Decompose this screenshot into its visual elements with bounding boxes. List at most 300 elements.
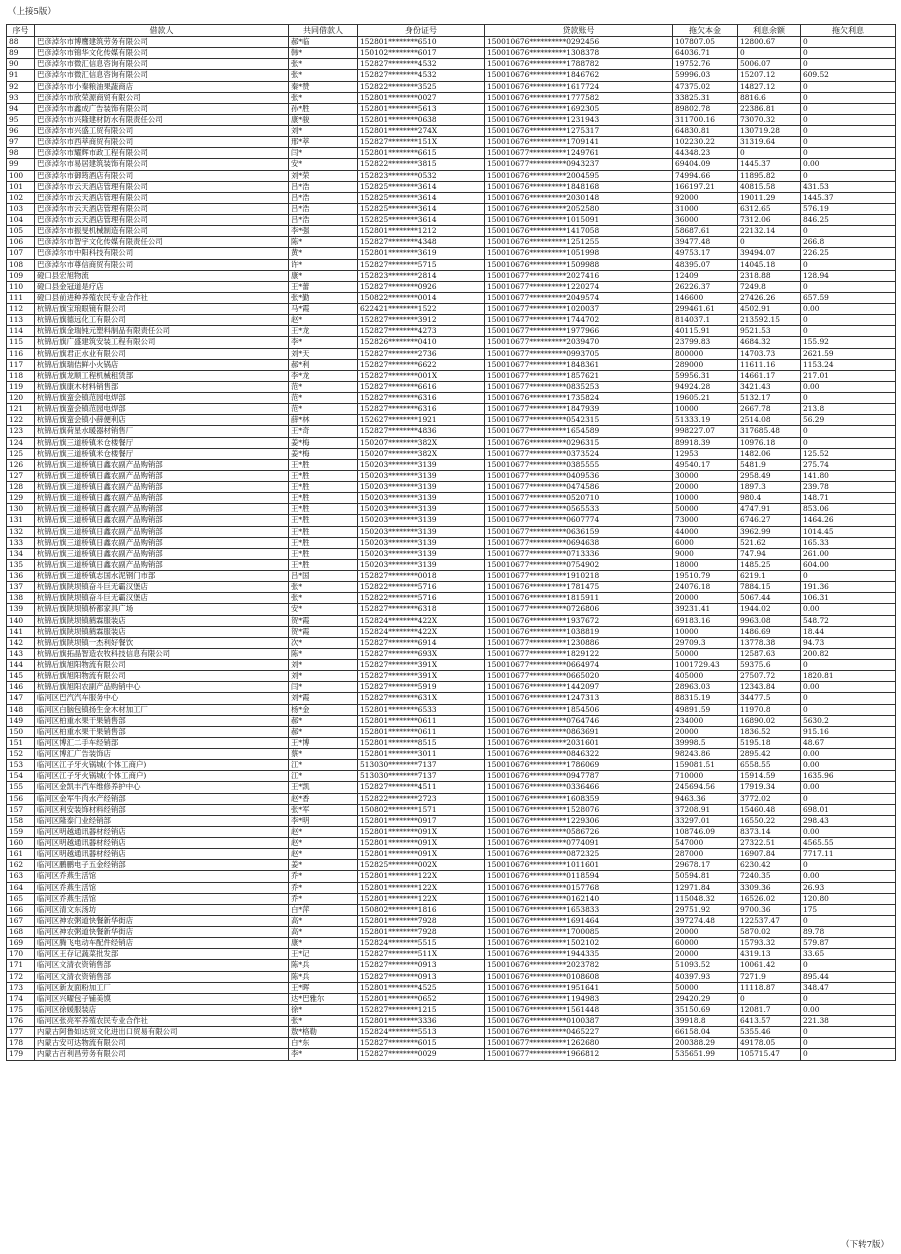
- cell-id-number: 152827********6015: [358, 1038, 485, 1049]
- cell-borrower: 杭锦后旗金瑞钝元塑料制品有限责任公司: [35, 326, 289, 337]
- cell-overdue-principal: 89802.78: [673, 103, 738, 114]
- cell-overdue-interest: 0: [801, 960, 896, 971]
- cell-id-number: 152823********2814: [358, 270, 485, 281]
- cell-interest-balance: 39494.07: [738, 248, 801, 259]
- cell-borrower: 临河区新友面粉加工厂: [35, 982, 289, 993]
- cell-overdue-principal: 59956.31: [673, 370, 738, 381]
- cell-overdue-principal: 10000: [673, 404, 738, 415]
- cell-overdue-interest: 698.01: [801, 804, 896, 815]
- cell-overdue-principal: 69183.16: [673, 615, 738, 626]
- cell-seq: 141: [7, 626, 35, 637]
- table-row: [7, 248, 896, 259]
- cell-borrower: 杭锦后旗拓晶智造农牧科技信息有限公司: [35, 648, 289, 659]
- cell-loan-account: 150010677**********1249761: [485, 148, 673, 159]
- header-interest-balance: 利息余额: [738, 25, 801, 37]
- cell-interest-balance: 2318.88: [738, 270, 801, 281]
- table-row: [7, 715, 896, 726]
- cell-id-number: 152827********0926: [358, 281, 485, 292]
- cell-overdue-principal: 51333.19: [673, 415, 738, 426]
- cell-overdue-interest: 0.00: [801, 682, 896, 693]
- table-row: [7, 760, 896, 771]
- table-header-row: [7, 25, 896, 37]
- table-row: [7, 938, 896, 949]
- cell-id-number: 152801********5613: [358, 103, 485, 114]
- table-row: [7, 515, 896, 526]
- cell-loan-account: 150010676**********1854506: [485, 704, 673, 715]
- cell-co-borrower: 刘*: [289, 126, 358, 137]
- overdue-loans-table: [6, 24, 896, 1061]
- cell-loan-account: 150010676**********1251255: [485, 237, 673, 248]
- cell-overdue-principal: 39918.8: [673, 1016, 738, 1027]
- cell-loan-account: 150010676**********2031601: [485, 737, 673, 748]
- cell-co-borrower: 刘*: [289, 671, 358, 682]
- cell-id-number: 152627********1921: [358, 415, 485, 426]
- cell-loan-account: 150010677**********0726806: [485, 604, 673, 615]
- cell-borrower: 巴彦淖尔市博鹰建筑劳务有限公司: [35, 37, 289, 48]
- cell-overdue-interest: 0: [801, 426, 896, 437]
- cell-co-borrower: 王*胜: [289, 559, 358, 570]
- cell-loan-account: 150010676**********0118594: [485, 871, 673, 882]
- cell-loan-account: 150010676**********1709141: [485, 137, 673, 148]
- cell-seq: 111: [7, 292, 35, 303]
- cell-loan-account: 150010676**********1786069: [485, 760, 673, 771]
- cell-interest-balance: 4747.91: [738, 504, 801, 515]
- cell-overdue-principal: 59996.03: [673, 70, 738, 81]
- cell-id-number: 152827********4532: [358, 70, 485, 81]
- cell-loan-account: 150010677**********0754902: [485, 559, 673, 570]
- cell-overdue-interest: 895.44: [801, 971, 896, 982]
- cell-overdue-interest: 106.31: [801, 593, 896, 604]
- cell-co-borrower: 郝*: [289, 726, 358, 737]
- table-row: [7, 782, 896, 793]
- cell-co-borrower: 蔡*: [289, 749, 358, 760]
- cell-overdue-principal: 92000: [673, 192, 738, 203]
- cell-overdue-principal: 60000: [673, 938, 738, 949]
- cell-seq: 131: [7, 515, 35, 526]
- cell-overdue-principal: 40397.93: [673, 971, 738, 982]
- cell-interest-balance: 980.4: [738, 493, 801, 504]
- cell-interest-balance: 0: [738, 48, 801, 59]
- continued-to-note: （下转7版）: [841, 1240, 889, 1250]
- cell-co-borrower: 康*: [289, 270, 358, 281]
- cell-interest-balance: 1482.06: [738, 448, 801, 459]
- cell-overdue-interest: 0: [801, 315, 896, 326]
- cell-co-borrower: 姜*梅: [289, 437, 358, 448]
- cell-seq: 151: [7, 737, 35, 748]
- cell-id-number: 152823********0532: [358, 170, 485, 181]
- cell-id-number: 152827********5919: [358, 682, 485, 693]
- cell-overdue-interest: 5630.2: [801, 715, 896, 726]
- cell-seq: 168: [7, 927, 35, 938]
- cell-interest-balance: 6413.57: [738, 1016, 801, 1027]
- cell-interest-balance: 15207.12: [738, 70, 801, 81]
- cell-id-number: 150802********1816: [358, 904, 485, 915]
- cell-loan-account: 150010677**********1910218: [485, 571, 673, 582]
- cell-interest-balance: 22386.81: [738, 103, 801, 114]
- cell-id-number: 152801********1212: [358, 226, 485, 237]
- cell-loan-account: 150010677**********1966812: [485, 1049, 673, 1060]
- cell-seq: 175: [7, 1004, 35, 1015]
- cell-borrower: 临河区利安装饰材料经销部: [35, 804, 289, 815]
- table-row: [7, 593, 896, 604]
- cell-loan-account: 150010676**********0157768: [485, 882, 673, 893]
- cell-overdue-interest: 0: [801, 148, 896, 159]
- cell-co-borrower: 张*: [289, 70, 358, 81]
- cell-overdue-principal: 40115.91: [673, 326, 738, 337]
- continued-from-note: （上接5版）: [8, 7, 56, 17]
- cell-overdue-principal: 107807.05: [673, 37, 738, 48]
- cell-co-borrower: 薛*林: [289, 415, 358, 426]
- cell-borrower: 临河区博汇广告装饰店: [35, 749, 289, 760]
- cell-interest-balance: 12343.84: [738, 682, 801, 693]
- table-row: [7, 337, 896, 348]
- cell-loan-account: 150010676**********0846322: [485, 749, 673, 760]
- cell-co-borrower: 王*胜: [289, 526, 358, 537]
- cell-borrower: 巴彦淖尔市云天酒店管理有限公司: [35, 181, 289, 192]
- cell-borrower: 巴彦淖尔市云天酒店管理有限公司: [35, 203, 289, 214]
- cell-loan-account: 150010676**********1846762: [485, 70, 673, 81]
- cell-overdue-principal: 33297.01: [673, 815, 738, 826]
- cell-seq: 94: [7, 103, 35, 114]
- cell-interest-balance: 9963.08: [738, 615, 801, 626]
- cell-co-borrower: 康*骏: [289, 114, 358, 125]
- cell-co-borrower: 王*奇: [289, 426, 358, 437]
- cell-interest-balance: 3309.36: [738, 882, 801, 893]
- cell-borrower: 杭锦后旗陕坝镇鹤霖服装店: [35, 615, 289, 626]
- cell-loan-account: 150010676**********2004595: [485, 170, 673, 181]
- cell-overdue-interest: 155.92: [801, 337, 896, 348]
- table-row: [7, 459, 896, 470]
- table-row: [7, 1027, 896, 1038]
- cell-overdue-interest: 576.19: [801, 203, 896, 214]
- table-row: [7, 860, 896, 871]
- table-row: [7, 159, 896, 170]
- cell-loan-account: 150010676**********0292456: [485, 37, 673, 48]
- cell-overdue-principal: 814037.1: [673, 315, 738, 326]
- cell-borrower: 临河区徐媛服装店: [35, 1004, 289, 1015]
- cell-overdue-principal: 35150.69: [673, 1004, 738, 1015]
- cell-borrower: 临河区巴汽汽车服务中心: [35, 693, 289, 704]
- cell-co-borrower: 吕*浩: [289, 181, 358, 192]
- cell-co-borrower: 高*: [289, 927, 358, 938]
- cell-co-borrower: 马*霞: [289, 304, 358, 315]
- cell-seq: 95: [7, 114, 35, 125]
- table-row: [7, 426, 896, 437]
- cell-id-number: 152827********4273: [358, 326, 485, 337]
- cell-interest-balance: 1486.69: [738, 626, 801, 637]
- cell-interest-balance: 14827.12: [738, 81, 801, 92]
- cell-overdue-interest: 1153.24: [801, 359, 896, 370]
- cell-overdue-principal: 9000: [673, 548, 738, 559]
- cell-overdue-principal: 535651.99: [673, 1049, 738, 1060]
- table-row: [7, 704, 896, 715]
- cell-co-borrower: 闫*: [289, 148, 358, 159]
- table-row: [7, 637, 896, 648]
- table-row: [7, 626, 896, 637]
- cell-id-number: 152801********3011: [358, 749, 485, 760]
- cell-co-borrower: 黄*: [289, 248, 358, 259]
- cell-co-borrower: 王*胜: [289, 504, 358, 515]
- cell-borrower: 杭锦后旗康木材料销售部: [35, 381, 289, 392]
- cell-loan-account: 150010676**********1417058: [485, 226, 673, 237]
- cell-loan-account: 150010676**********0465227: [485, 1027, 673, 1038]
- cell-overdue-principal: 37208.91: [673, 804, 738, 815]
- cell-borrower: 临河区白脑包镇扬生金木材加工厂: [35, 704, 289, 715]
- cell-co-borrower: 秦*赞: [289, 81, 358, 92]
- cell-overdue-principal: 66158.04: [673, 1027, 738, 1038]
- cell-co-borrower: 吕*浩: [289, 215, 358, 226]
- cell-overdue-principal: 10000: [673, 626, 738, 637]
- cell-co-borrower: 王*蕾: [289, 281, 358, 292]
- table-row: [7, 259, 896, 270]
- cell-id-number: 152801********6533: [358, 704, 485, 715]
- table-row: [7, 126, 896, 137]
- header-loan-account: 贷款账号: [485, 25, 673, 37]
- cell-overdue-interest: 0: [801, 281, 896, 292]
- cell-borrower: 临河区王存记蔬菜批发部: [35, 949, 289, 960]
- cell-interest-balance: 12587.63: [738, 648, 801, 659]
- cell-id-number: 152826********0410: [358, 337, 485, 348]
- cell-borrower: 杭锦后旗三道桥镇日鑫农副产品购销部: [35, 470, 289, 481]
- cell-id-number: 152827********0913: [358, 960, 485, 971]
- cell-overdue-principal: 6000: [673, 537, 738, 548]
- cell-overdue-principal: 23799.83: [673, 337, 738, 348]
- cell-co-borrower: 王*晖: [289, 982, 358, 993]
- cell-seq: 117: [7, 359, 35, 370]
- table-row: [7, 359, 896, 370]
- cell-loan-account: 150010676**********1700085: [485, 927, 673, 938]
- cell-overdue-interest: 2621.59: [801, 348, 896, 359]
- cell-interest-balance: 0: [738, 237, 801, 248]
- cell-seq: 173: [7, 982, 35, 993]
- cell-co-borrower: 范*: [289, 404, 358, 415]
- cell-overdue-principal: 20000: [673, 593, 738, 604]
- cell-seq: 179: [7, 1049, 35, 1060]
- cell-seq: 150: [7, 726, 35, 737]
- cell-overdue-interest: 89.78: [801, 927, 896, 938]
- cell-borrower: 杭锦后旗三道桥镇米仓楼餐厅: [35, 448, 289, 459]
- cell-overdue-interest: 191.36: [801, 582, 896, 593]
- cell-interest-balance: 5870.02: [738, 927, 801, 938]
- cell-overdue-interest: 0: [801, 693, 896, 704]
- cell-loan-account: 150010677**********1744702: [485, 315, 673, 326]
- cell-overdue-principal: 166197.21: [673, 181, 738, 192]
- cell-overdue-interest: 579.87: [801, 938, 896, 949]
- cell-interest-balance: 747.94: [738, 548, 801, 559]
- cell-seq: 174: [7, 993, 35, 1004]
- cell-overdue-principal: 289000: [673, 359, 738, 370]
- table-row: [7, 771, 896, 782]
- cell-loan-account: 150010676**********1691464: [485, 915, 673, 926]
- cell-interest-balance: 49178.05: [738, 1038, 801, 1049]
- cell-overdue-principal: 47375.02: [673, 81, 738, 92]
- cell-id-number: 150203********3139: [358, 537, 485, 548]
- table-row: [7, 404, 896, 415]
- cell-id-number: 152801********274X: [358, 126, 485, 137]
- cell-seq: 98: [7, 148, 35, 159]
- cell-overdue-interest: 431.53: [801, 181, 896, 192]
- header-seq: 序号: [7, 25, 35, 37]
- cell-overdue-principal: 49753.17: [673, 248, 738, 259]
- cell-borrower: 巴彦淖尔市易居建筑装饰有限公司: [35, 159, 289, 170]
- cell-seq: 146: [7, 682, 35, 693]
- cell-overdue-interest: 0: [801, 326, 896, 337]
- cell-overdue-principal: 299461.61: [673, 304, 738, 315]
- cell-borrower: 临河区清文东汤坊: [35, 904, 289, 915]
- cell-overdue-interest: 125.52: [801, 448, 896, 459]
- cell-id-number: 152801********6615: [358, 148, 485, 159]
- cell-overdue-interest: 915.16: [801, 726, 896, 737]
- cell-id-number: 150203********3139: [358, 482, 485, 493]
- cell-overdue-principal: 88315.19: [673, 693, 738, 704]
- table-row: [7, 548, 896, 559]
- cell-overdue-interest: 846.25: [801, 215, 896, 226]
- cell-interest-balance: 12800.67: [738, 37, 801, 48]
- cell-id-number: 152801********091X: [358, 838, 485, 849]
- cell-co-borrower: 杨*金: [289, 704, 358, 715]
- cell-overdue-interest: 0: [801, 1038, 896, 1049]
- cell-overdue-principal: 405000: [673, 671, 738, 682]
- cell-seq: 118: [7, 370, 35, 381]
- table-row: [7, 393, 896, 404]
- cell-borrower: 杭锦后旗德远化工有限公司: [35, 315, 289, 326]
- cell-interest-balance: 8373.14: [738, 826, 801, 837]
- cell-borrower: 巴彦淖尔市云天酒店管理有限公司: [35, 215, 289, 226]
- cell-interest-balance: 11611.16: [738, 359, 801, 370]
- cell-borrower: 临河区明越通讯器材经销店: [35, 849, 289, 860]
- cell-overdue-principal: 245694.56: [673, 782, 738, 793]
- cell-loan-account: 150010676**********1308378: [485, 48, 673, 59]
- cell-co-borrower: 乔*: [289, 871, 358, 882]
- cell-loan-account: 150010676**********2052580: [485, 203, 673, 214]
- table-row: [7, 537, 896, 548]
- cell-interest-balance: 122537.47: [738, 915, 801, 926]
- cell-co-borrower: 王*胜: [289, 548, 358, 559]
- cell-loan-account: 150010677**********0385555: [485, 459, 673, 470]
- cell-borrower: 内蒙古百利昌劳务有限公司: [35, 1049, 289, 1060]
- cell-co-borrower: 王*胜: [289, 482, 358, 493]
- cell-borrower: 杭锦后旗三道桥镇米仓楼餐厅: [35, 437, 289, 448]
- cell-seq: 149: [7, 715, 35, 726]
- cell-id-number: 152822********3525: [358, 81, 485, 92]
- cell-loan-account: 150010676**********1781475: [485, 582, 673, 593]
- cell-id-number: 150203********3139: [358, 493, 485, 504]
- cell-co-borrower: 江*: [289, 771, 358, 782]
- cell-borrower: 巴彦淖尔市微汇信息咨询有限公司: [35, 70, 289, 81]
- table-row: [7, 737, 896, 748]
- cell-loan-account: 150010677**********1829122: [485, 648, 673, 659]
- cell-interest-balance: 4684.32: [738, 337, 801, 348]
- cell-id-number: 152827********6914: [358, 637, 485, 648]
- table-row: [7, 648, 896, 659]
- cell-overdue-interest: 548.72: [801, 615, 896, 626]
- cell-overdue-interest: 0: [801, 860, 896, 871]
- cell-seq: 129: [7, 493, 35, 504]
- cell-id-number: 513030********7137: [358, 771, 485, 782]
- cell-id-number: 150207********382X: [358, 437, 485, 448]
- cell-interest-balance: 6219.1: [738, 571, 801, 582]
- cell-overdue-interest: 0.00: [801, 159, 896, 170]
- cell-seq: 142: [7, 637, 35, 648]
- cell-co-borrower: 王*胜: [289, 493, 358, 504]
- cell-co-borrower: 张*: [289, 1016, 358, 1027]
- cell-borrower: 杭锦后旗三道桥镇日鑫农副产品购销部: [35, 482, 289, 493]
- table-row: [7, 838, 896, 849]
- cell-overdue-interest: 18.44: [801, 626, 896, 637]
- cell-seq: 105: [7, 226, 35, 237]
- cell-co-borrower: 白*东: [289, 1038, 358, 1049]
- cell-co-borrower: 闫*: [289, 682, 358, 693]
- cell-overdue-interest: 0: [801, 993, 896, 1004]
- cell-overdue-principal: 159081.51: [673, 760, 738, 771]
- cell-id-number: 152827********3912: [358, 315, 485, 326]
- cell-loan-account: 150010676**********0947787: [485, 771, 673, 782]
- cell-borrower: 杭锦后旗三道桥镇日鑫农副产品购销部: [35, 459, 289, 470]
- cell-overdue-principal: 800000: [673, 348, 738, 359]
- cell-id-number: 150203********3139: [358, 559, 485, 570]
- cell-borrower: 临河区文清衣资销售部: [35, 960, 289, 971]
- cell-id-number: 150203********3139: [358, 470, 485, 481]
- cell-interest-balance: 16907.84: [738, 849, 801, 860]
- cell-interest-balance: 14703.73: [738, 348, 801, 359]
- cell-overdue-interest: 0.00: [801, 304, 896, 315]
- cell-co-borrower: 王*胜: [289, 470, 358, 481]
- cell-overdue-principal: 10000: [673, 493, 738, 504]
- cell-loan-account: 150010677**********0409536: [485, 470, 673, 481]
- cell-loan-account: 150010676**********1502102: [485, 938, 673, 949]
- cell-id-number: 150102********6017: [358, 48, 485, 59]
- cell-overdue-principal: 12409: [673, 270, 738, 281]
- cell-loan-account: 150010677**********0565533: [485, 504, 673, 515]
- cell-id-number: 152825********3614: [358, 215, 485, 226]
- cell-interest-balance: 2667.78: [738, 404, 801, 415]
- cell-overdue-interest: 0: [801, 704, 896, 715]
- cell-overdue-interest: 1820.81: [801, 671, 896, 682]
- table-row: [7, 137, 896, 148]
- table-row: [7, 315, 896, 326]
- cell-id-number: 150802********1571: [358, 804, 485, 815]
- cell-loan-account: 150010677**********0636159: [485, 526, 673, 537]
- cell-co-borrower: 范*: [289, 381, 358, 392]
- cell-overdue-principal: 146600: [673, 292, 738, 303]
- cell-id-number: 150203********3139: [358, 526, 485, 537]
- table-row: [7, 504, 896, 515]
- cell-interest-balance: 2895.42: [738, 749, 801, 760]
- cell-overdue-interest: 0: [801, 660, 896, 671]
- table-row: [7, 804, 896, 815]
- cell-borrower: 杭锦后旗三道桥镇日鑫农副产品购销部: [35, 559, 289, 570]
- table-row: [7, 571, 896, 582]
- cell-seq: 109: [7, 270, 35, 281]
- table-row: [7, 192, 896, 203]
- cell-id-number: 152827********6318: [358, 604, 485, 615]
- cell-overdue-principal: 73000: [673, 515, 738, 526]
- cell-overdue-interest: 0: [801, 170, 896, 181]
- cell-seq: 128: [7, 482, 35, 493]
- cell-loan-account: 150010676**********1011601: [485, 860, 673, 871]
- cell-co-borrower: 徐*: [289, 1004, 358, 1015]
- cell-interest-balance: 27322.51: [738, 838, 801, 849]
- table-row: [7, 993, 896, 1004]
- cell-interest-balance: 8816.6: [738, 92, 801, 103]
- cell-seq: 157: [7, 804, 35, 815]
- cell-seq: 127: [7, 470, 35, 481]
- cell-interest-balance: 5355.46: [738, 1027, 801, 1038]
- cell-interest-balance: 0: [738, 993, 801, 1004]
- cell-overdue-principal: 287000: [673, 849, 738, 860]
- cell-borrower: 临河区腾飞电动车配件经销店: [35, 938, 289, 949]
- cell-loan-account: 150010676**********2023782: [485, 960, 673, 971]
